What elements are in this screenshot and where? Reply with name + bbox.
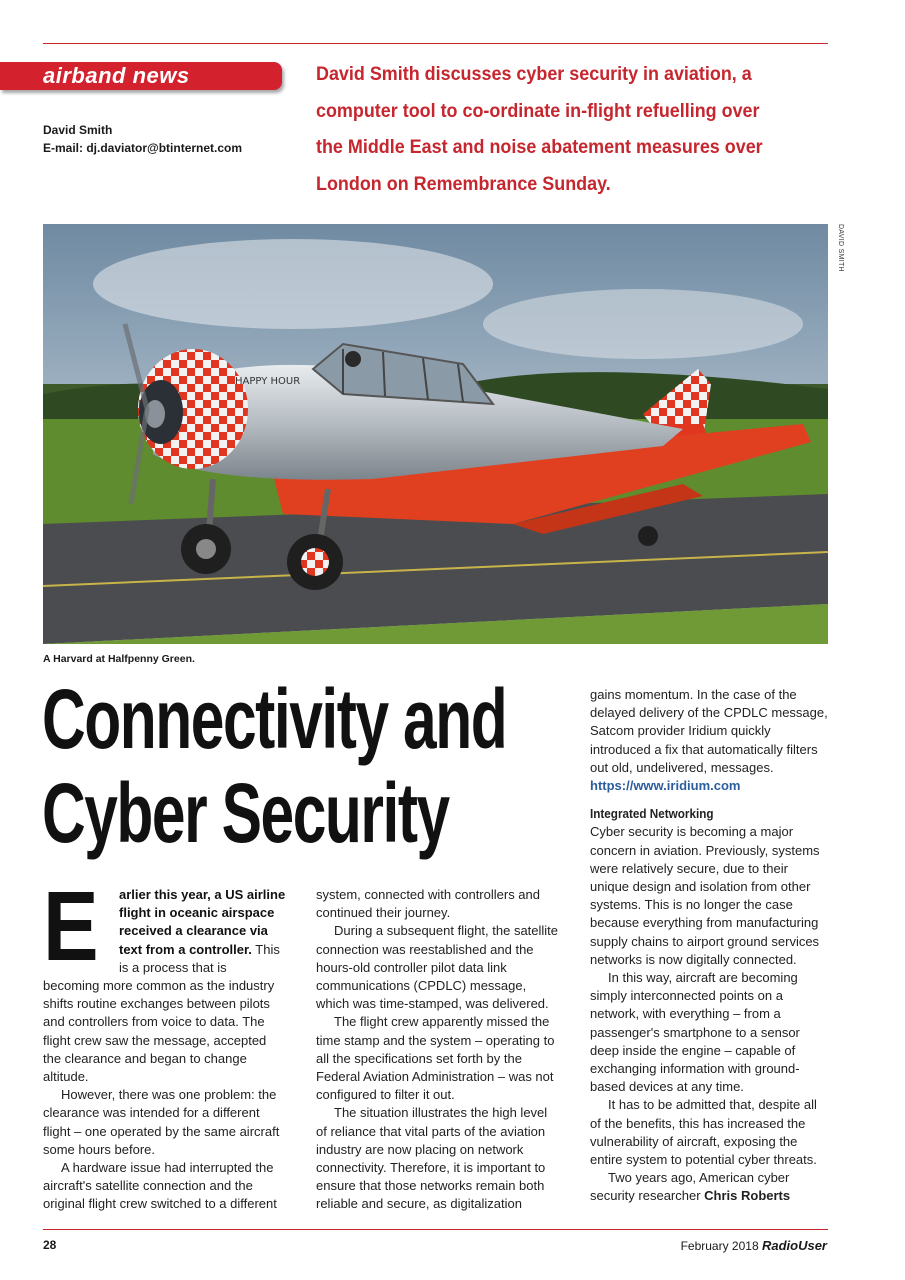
page-number: 28: [43, 1238, 57, 1252]
top-rule: [43, 43, 828, 44]
iridium-link[interactable]: https://www.iridium.com: [590, 778, 741, 794]
paragraph-4: During a subsequent flight, the satellite connection was reestablished and the hours-old controller pilot data link communications (CPDLC) message, which was time-stamped, was delivered.: [316, 923, 559, 1012]
photo-caption: A Harvard at Halfpenny Green.: [43, 653, 195, 665]
lead-text: arlier this year, a US airline flight in oceanic airspace received a clearance via text from a controller.: [119, 887, 286, 957]
headline-line-1: Connectivity and: [42, 672, 507, 766]
drop-cap: E: [43, 871, 99, 981]
paragraph-7: Cyber security is becoming a major concern in aviation. Previously, systems were relatively secure, due to their unique design and isolation from other systems. This is no longer the case because everything from manufacturing supply chains to airport ground services networks is now digitally connected.: [590, 824, 820, 967]
aircraft-photo: [43, 224, 828, 644]
paragraph-10-text: Two years ago, American cyber security researcher: [590, 1170, 790, 1204]
paragraph-1-rest: This is a process that is becoming more common as the industry shifts routine exchanges between pilots and controllers from voice to data. The flight crew saw the message, accepted the clearance and began to change altitude.: [43, 941, 280, 1085]
headline-line-2: Cyber Security: [42, 766, 449, 860]
photo-credit: DAVID SMITH: [837, 224, 844, 272]
chris-roberts-name: Chris Roberts: [704, 1188, 791, 1204]
paragraph-8: In this way, aircraft are becoming simply interconnected points on a network, with everything – from a passenger's smartphone to a sensor deep inside the engine – capable of exchanging information with ground-based devices at any time.: [590, 970, 800, 1095]
paragraph-6-cont: gains momentum. In the case of the delayed delivery of the CPDLC message, Satcom provider Iridium quickly introduced a fix that automatically filters out old, undelivered, messages.: [590, 687, 828, 775]
harvard-aircraft-illustration: [43, 224, 828, 644]
standfirst: David Smith discusses cyber security in aviation, a computer tool to co-ordinate in-flight refuelling over the Middle East and noise abatement measures over London on Remembrance Sunday.: [316, 63, 763, 195]
nose-art-text: HAPPY HOUR: [235, 376, 301, 387]
issue-date: February 2018: [680, 1239, 759, 1253]
author-name: David Smith: [43, 123, 113, 137]
subhead-integrated-networking: Integrated Networking: [590, 806, 714, 822]
article-headline: [42, 672, 507, 860]
paragraph-3-cont: system, connected with controllers and continued their journey.: [316, 887, 540, 921]
paragraph-5: The flight crew apparently missed the time stamp and the system – operating to all the specifications set forth by the Federal Aviation Administration – was not configured to filter it out.: [316, 1014, 555, 1103]
paragraph-9: It has to be admitted that, despite all of the benefits, this has increased the vulnerability of aircraft, exposing the entire system to potential cyber threats.: [590, 1097, 817, 1168]
section-banner: [0, 62, 282, 90]
author-email[interactable]: E-mail: dj.daviator@btinternet.com: [43, 141, 243, 155]
paragraph-1: [43, 871, 286, 1086]
paragraph-2: However, there was one problem: the clearance was intended for a different flight – one operated by the same aircraft some hours before.: [43, 1087, 280, 1157]
magazine-title: RadioUser: [761, 1238, 827, 1253]
footer-issue: [681, 1238, 827, 1253]
footer-rule: [43, 1229, 828, 1230]
paragraph-10: [590, 1169, 830, 1205]
text-column-3: [590, 686, 830, 1206]
author-block: [43, 121, 242, 157]
text-column-1: [43, 871, 286, 1213]
section-label: airband news: [43, 63, 190, 88]
text-column-2: [316, 886, 559, 1214]
paragraph-3: A hardware issue had interrupted the aircraft's satellite connection and the original flight crew switched to a different: [43, 1160, 277, 1212]
paragraph-6: The situation illustrates the high level of reliance that vital parts of the aviation industry are now placing on network connectivity. Therefore, it is important to ensure that those networks remain both reliable and secure, as digitalization: [316, 1105, 548, 1212]
